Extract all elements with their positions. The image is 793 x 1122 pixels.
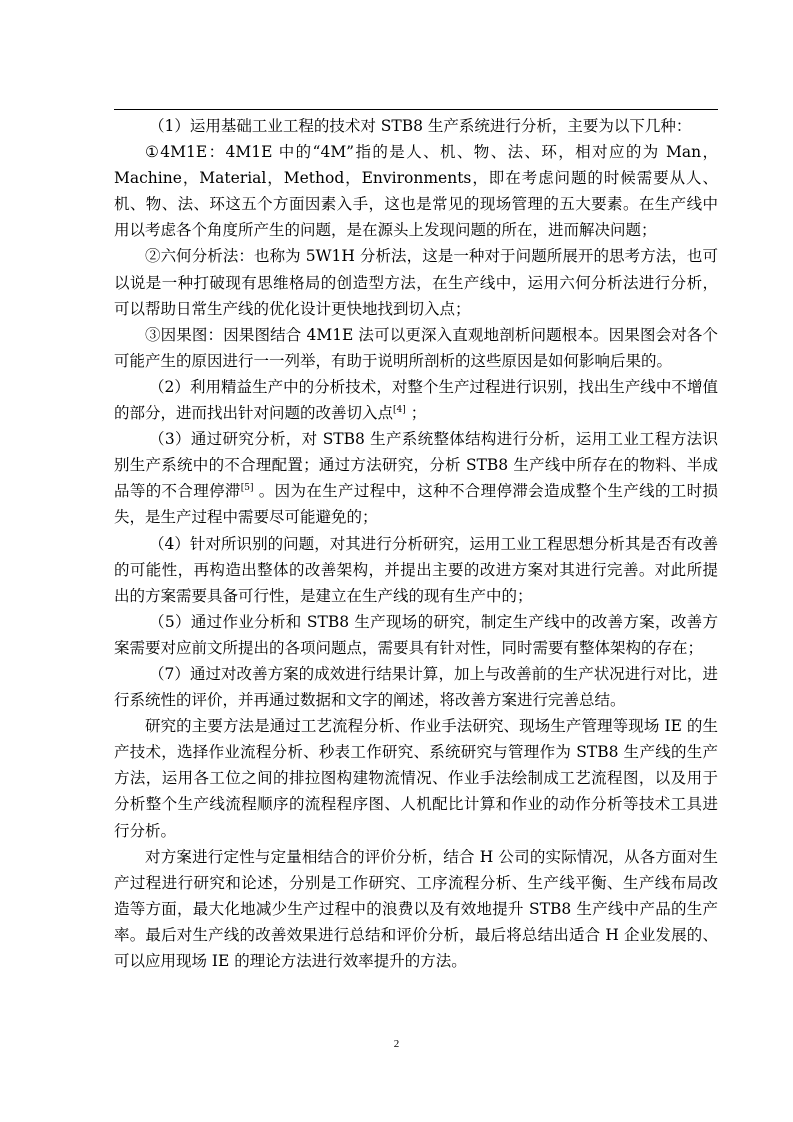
paragraph-3: ②六何分析法：也称为 5W1H 分析法，这是一种对于问题所展开的思考方法，也可以说是一种打破现有思维格局的创造型方法，在生产线中，运用六何分析法进行分析，可以帮助日常生产线的优化设计更快地找到切入点； [114, 247, 718, 318]
paragraph-11: 对方案进行定性与定量相结合的评价分析，结合 H 公司的实际情况，从各方面对生产过程进行研究和论述，分别是工作研究、工序流程分析、生产线平衡、生产线布局改造等方面，最大化地减少生产过程中的浪费以及有效地提升 STB8 生产线中产品的生产率。最后对生产线的改善效果进行总结和评价分析，最后将总结出适合 H 企业发展的、可以应用现场 IE 的理论方法进行效率提升的方法。 [114, 847, 718, 970]
paragraph-7: （4）针对所识别的问题，对其进行分析研究，运用工业工程思想分析其是否有改善的可能性，再构造出整体的改善架构，并提出主要的改进方案对其进行完善。对此所提出的方案需要具备可行性，是建立在生产线的现有生产中的； [114, 534, 718, 605]
paragraph-5: （2）利用精益生产中的分析技术，对整个生产过程进行识别，找出生产线中不增值的部分，进而找出针对问题的改善切入点[4] ； [114, 377, 718, 423]
paragraph-6: （3）通过研究分析，对 STB8 生产系统整体结构进行分析，运用工业工程方法识别生产系统中的不合理配置；通过方法研究，分析 STB8 生产线中所存在的物料、半成品等的不合理停滞[5] 。因为在生产过程中，这种不合理停滞会造成整个生产线的工时损失，是生产过程中需要尽可能避免的； [114, 430, 718, 527]
paragraph-8: （5）通过作业分析和 STB8 生产现场的研究，制定生产线中的改善方案，改善方案需要对应前文所提出的各项问题点，需要具有针对性，同时需要有整体架构的存在； [114, 612, 718, 657]
paragraph-9: （7）通过对改善方案的成效进行结果计算，加上与改善前的生产状况进行对比，进行系统性的评价，并再通过数据和文字的阐述，将改善方案进行完善总结。 [114, 664, 718, 710]
header-rule [114, 109, 718, 110]
paragraph-1: （1）运用基础工业工程的技术对 STB8 生产系统进行分析，主要为以下几种： [149, 117, 692, 135]
citation-ref-5: [5] [240, 483, 254, 494]
paragraph-2: ①4M1E：4M1E 中的“4M”指的是人、机、物、法、环，相对应的为 Man，Machine，Material，Method，Environments，即在考虑问题的时候需要从人、机、物、法、环这五个方面因素入手，这也是常见的现场管理的五大要素。在生产线中用以考虑各个角度所产生的问题，是在源头上发现问题的所在，进而解决问题； [114, 143, 718, 240]
citation-ref-4: [4] [393, 404, 406, 415]
paragraph-4: ③因果图：因果图结合 4M1E 法可以更深入直观地剖析问题根本。因果图会对各个可能产生的原因进行一一列举，有助于说明所剖析的这些原因是如何影响后果的。 [114, 325, 718, 370]
body-text [114, 113, 718, 974]
paragraph-10: 研究的主要方法是通过工艺流程分析、作业手法研究、现场生产管理等现场 IE 的生产技术，选择作业流程分析、秒表工作研究、系统研究与管理作为 STB8 生产线的生产方法，运用各工位之间的排拉图构建物流情况、作业手法绘制成工艺流程图，以及用于分析整个生产线流程顺序的流程程序图、人机配比计算和作业的动作分析等技术工具进行分析。 [114, 717, 718, 840]
page-number: 2 [393, 1038, 400, 1050]
